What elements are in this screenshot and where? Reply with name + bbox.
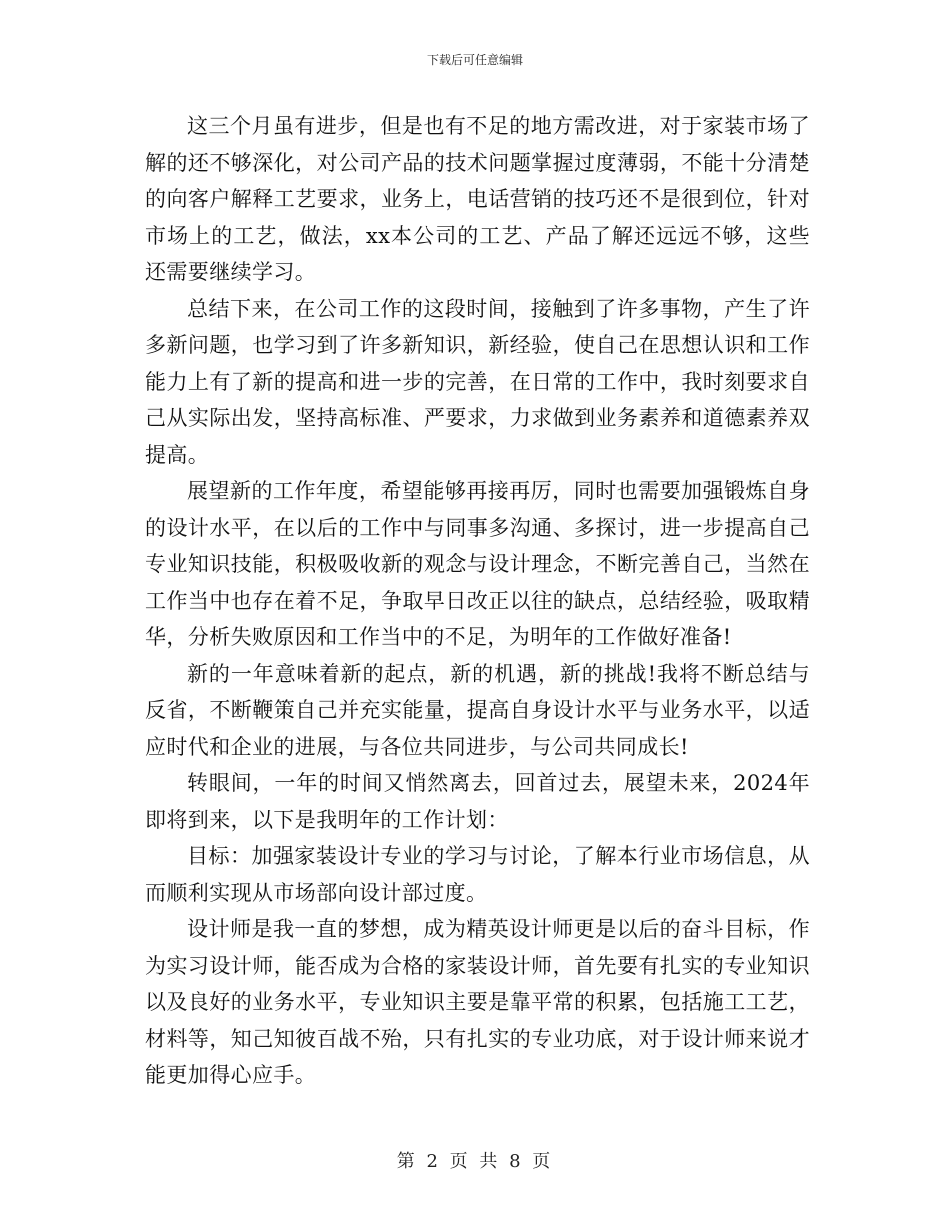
paragraph-2: 总结下来，在公司工作的这段时间，接触到了许多事物，产生了许多新问题，也学习到了许多新知识，新经验，使自己在思想认识和工作能力上有了新的提高和进一步的完善，在日常的工作中，我时刻要求自己从实际出发，坚持高标准、严要求，力求做到业务素养和道德素养双提高。 (145, 296, 810, 467)
paragraph-3: 展望新的工作年度，希望能够再接再厉，同时也需要加强锻炼自身的设计水平，在以后的工作中与同事多沟通、多探讨，进一步提高自己专业知识技能，积极吸收新的观念与设计理念，不断完善自己，当然在工作当中也存在着不足，争取早日改正以往的缺点，总结经验，吸取精华，分析失败原因和工作当中的不足，为明年的工作做好准备! (145, 479, 810, 649)
paragraph-6: 目标：加强家装设计专业的学习与讨论，了解本行业市场信息，从而顺利实现从市场部向设计部过度。 (145, 844, 810, 905)
paragraph-5: 转眼间，一年的时间又悄然离去，回首过去，展望未来，2024年即将到来，以下是我明年的工作计划： (145, 771, 810, 832)
page-number-footer: 第 2 页 共 8 页 (396, 1151, 554, 1172)
paragraph-7: 设计师是我一直的梦想，成为精英设计师更是以后的奋斗目标，作为实习设计师，能否成为合格的家装设计师，首先要有扎实的专业知识以及良好的业务水平，专业知识主要是靠平常的积累，包括施工工艺，材料等，知己知彼百战不殆，只有扎实的专业功底，对于设计师来说才能更加得心应手。 (145, 917, 810, 1087)
paragraph-4: 新的一年意味着新的起点，新的机遇，新的挑战!我将不断总结与反省，不断鞭策自己并充实能量，提高自身设计水平与业务水平，以适应时代和企业的进展，与各位共同进步，与公司共同成长! (145, 661, 810, 759)
document-body (145, 108, 810, 1094)
page-header: 下载后可任意编辑 (426, 53, 523, 67)
paragraph-1: 这三个月虽有进步，但是也有不足的地方需改进，对于家装市场了解的还不够深化，对公司产品的技术问题掌握过度薄弱，不能十分清楚的向客户解释工艺要求，业务上，电话营销的技巧还不是很到位，针对市场上的工艺，做法，xx本公司的工艺、产品了解还远远不够，这些还需要继续学习。 (145, 114, 810, 284)
